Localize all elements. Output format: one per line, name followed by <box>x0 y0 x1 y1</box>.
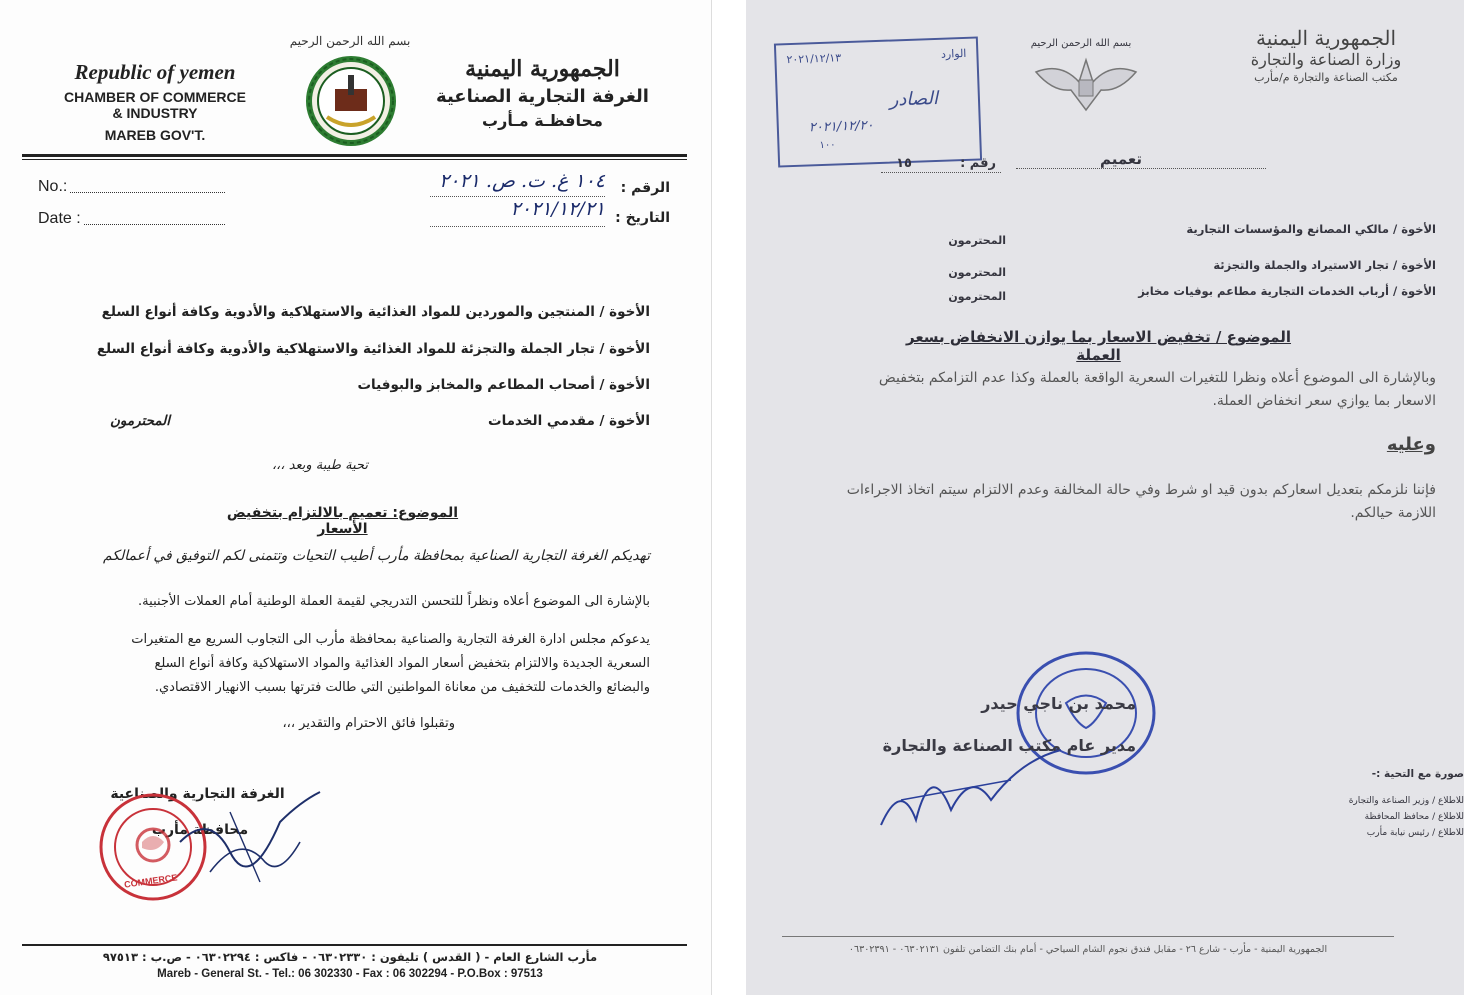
received-stamp <box>774 36 982 167</box>
doc2-respected-1: المحترمون <box>948 234 1006 247</box>
stamp-received-label: الوارد <box>940 46 967 61</box>
no-label: No.: <box>38 178 68 195</box>
signature-icon <box>170 782 330 892</box>
date-dots <box>84 224 225 225</box>
circular-dots <box>1016 168 1266 169</box>
stamp-date-2: ٢٠٢١/١٢/٢٠ <box>808 118 874 136</box>
header2-line3: مكتب الصناعة والتجارة م/مأرب <box>1254 71 1398 84</box>
closing: وتقبلوا فائق الاحترام والتقدير ،،، <box>282 716 455 731</box>
cc-title: صورة مع التحية :- <box>1371 768 1464 780</box>
doc2-waleh: وعليه <box>1386 434 1436 455</box>
eagle-emblem-icon <box>1031 52 1141 114</box>
header-english <box>40 60 270 143</box>
bismillah-2: بسم الله الرحمن الرحيم <box>1030 38 1132 49</box>
stamp-issued-label: الصادر <box>889 87 939 111</box>
chamber-logo <box>305 55 397 147</box>
chamber-of-commerce-letter <box>0 0 712 995</box>
bismillah: بسم الله الرحمن الرحيم <box>289 34 411 48</box>
header-arabic-2 <box>1211 26 1441 84</box>
paragraph-1: بالإشارة الى الموضوع أعلاه ونظراً للتحسن التدريجي لقيمة العملة الوطنية أمام العملات الأجنبية. <box>138 594 650 609</box>
eagle-emblem <box>1031 52 1141 114</box>
date-label-ar: التاريخ : <box>615 210 670 226</box>
signer-title: مدير عام مكتب الصناعة والتجارة <box>882 736 1136 755</box>
chamber-logo-icon <box>305 55 397 147</box>
doc2-respected-3: المحترمون <box>948 290 1006 303</box>
header-ar-line3: محافظـة مـأرب <box>482 111 603 130</box>
ministry-office-letter <box>746 0 1464 995</box>
doc2-respected-2: المحترمون <box>948 266 1006 279</box>
stamp-text: COMMERCE <box>123 872 178 890</box>
no-value-dots <box>430 196 605 197</box>
date-value: ٢٠٢١/١٢/٢١ <box>510 198 605 220</box>
header-ar-title: الجمهورية اليمنية <box>465 56 620 82</box>
cc-line-3: للاطلاع / رئيس نيابة مأرب <box>1366 828 1464 838</box>
paragraph-2-line-3: والبضائع والخدمات للتخفيف من معاناة المواطنين التي طالت فترتها بسبب الانهيار الاقتصادي. <box>154 680 650 695</box>
doc2-paragraph-1-line-2: الاسعار بما يوازي سعر انخفاض العملة. <box>1212 393 1436 409</box>
doc2-recipient-1: الأخوة / مالكي المصانع والمؤسسات التجارية <box>1186 222 1436 236</box>
header-en-line2: CHAMBER OF COMMERCE <box>64 89 246 105</box>
doc2-handwritten-signature <box>871 740 1071 840</box>
number-value: ١٥ <box>896 156 912 171</box>
handwritten-signature <box>170 782 330 892</box>
stamp-date-1: ٢٠٢١/١٢/١٣ <box>786 51 842 67</box>
date-label: Date : <box>38 210 81 227</box>
doc2-paragraph-2-line-1: فإننا نلزمكم بتعديل اسعاركم بدون قيد او شرط وفي حالة المخالفة وعدم الالتزام سيتم اتخاذ الاجراءات <box>846 482 1436 498</box>
header2-line2: وزارة الصناعة والتجارة <box>1250 50 1402 69</box>
header-divider <box>22 154 687 157</box>
header-en-line3: & INDUSTRY <box>112 105 198 121</box>
date-value-dots <box>430 226 605 227</box>
doc2-paragraph-1-line-1: وبالإشارة الى الموضوع أعلاه ونظرا للتغيرات السعرية الواقعة بالعملة وكذا عدم التزامكم بتخفيض <box>878 370 1436 386</box>
doc2-footer-divider <box>782 936 1394 937</box>
number-dots <box>881 172 1001 173</box>
circular-label: تعميم <box>1099 150 1143 168</box>
doc2-footer: الجمهورية اليمنية - مأرب - شارع ٢٦ - مقابل فندق نجوم الشام السياحي - أمام بنك التضامن تلفون ٠٦٣٠٢١٣١ - ٠٦٣٠٢٣٩١ <box>848 944 1328 955</box>
doc2-recipient-3: الأخوة / أرباب الخدمات التجارية مطاعم بوفيات مخابز <box>1138 284 1436 298</box>
signature-line-1: الغرفة التجارية والصناعية <box>110 786 285 802</box>
doc2-subject: الموضوع / تخفيض الاسعار بما يوازن الانخفاض بسعر العملة <box>905 328 1292 364</box>
recipient-2: الأخوة / تجار الجملة والتجزئة للمواد الغذائية والاستهلاكية والأدوية وكافة أنواع السلع <box>96 341 650 357</box>
footer-arabic: مأرب الشارع العام - ( القدس ) تليفون : ٠٦٣٠٢٣٣٠ - فاكس : ٠٦٣٠٢٢٩٤ - ص.ب : ٩٧٥١٣ <box>102 950 598 964</box>
recipient-4: الأخوة / مقدمي الخدمات <box>488 413 650 429</box>
signer-name: محمد بن ناجي حيدر <box>981 694 1136 713</box>
header-divider-thin <box>22 159 687 160</box>
doc2-signature-icon <box>871 740 1071 840</box>
recipient-1: الأخوة / المنتجين والموردين للمواد الغذائية والاستهلاكية والأدوية وكافة أنواع السلع <box>101 304 650 320</box>
paragraph-2-line-2: السعرية الجديدة والالتزام بتخفيض أسعار المواد الغذائية والمواد الاستهلاكية وكافة أنواع السلع <box>154 656 650 671</box>
doc2-recipient-2: الأخوة / تجار الاستيراد والجملة والتجزئة <box>1213 258 1436 272</box>
no-value: ١٠٤ غ. ت. ص. ٢٠٢١ <box>439 170 605 192</box>
header-en-line4: MAREB GOV'T. <box>104 127 206 143</box>
header-ar-line2: الغرفة التجارية الصناعية <box>436 86 649 107</box>
cc-line-1: للاطلاع / وزير الصناعة والتجارة <box>1348 796 1464 806</box>
header-en-title: Republic of yemen <box>74 60 236 84</box>
greeting: تحية طيبة وبعد ،،، <box>271 458 369 473</box>
subject: الموضوع: تعميم بالالتزام بتخفيض الأسعار <box>226 505 459 537</box>
recipient-3: الأخوة / أصحاب المطاعم والمخابز والبوفيات <box>357 377 650 393</box>
intro: تهديكم الغرفة التجارية الصناعية بمحافظة مأرب أطيب التحيات وتتمنى لكم التوفيق في أعمالكم <box>102 548 650 564</box>
no-label-ar: الرقم : <box>620 180 670 196</box>
respected-label: المحترمون <box>109 413 170 429</box>
cc-line-2: للاطلاع / محافظ المحافظة <box>1364 812 1464 822</box>
doc2-paragraph-2-line-2: اللازمة حيالكم. <box>1350 505 1436 521</box>
paragraph-2-line-1: يدعوكم مجلس ادارة الغرفة التجارية والصناعية بمحافظة مأرب الى التجاوب السريع مع المتغيرات <box>131 632 650 647</box>
footer-english: Mareb - General St. - Tel.: 06 302330 - Fax : 06 302294 - P.O.Box : 97513 <box>157 968 543 980</box>
header-arabic <box>430 56 655 130</box>
stamp-number: ١٠٠ <box>819 139 836 152</box>
number-label: رقم : <box>960 156 996 171</box>
footer-divider <box>22 944 687 946</box>
signature-line-2: محافظة مأرب <box>151 822 249 838</box>
header2-title: الجمهورية اليمنية <box>1255 26 1397 50</box>
no-dots <box>70 192 225 193</box>
